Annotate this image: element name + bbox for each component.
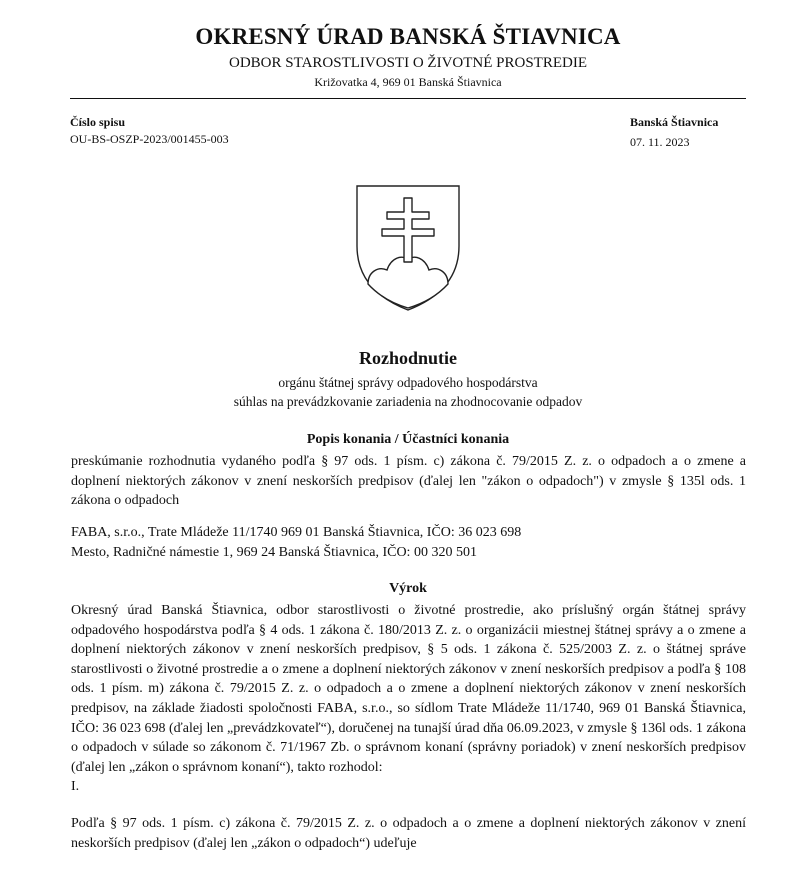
file-number-block	[70, 114, 229, 148]
letterhead	[70, 22, 746, 91]
decision-subtitle-line-1: orgánu štátnej správy odpadového hospodárstva	[278, 375, 538, 390]
file-number: OU-BS-OSZP-2023/001455-003	[70, 132, 229, 146]
place: Banská Štiavnica	[630, 115, 719, 129]
department-name: ODBOR STAROSTLIVOSTI O ŽIVOTNÉ PROSTREDIE	[229, 55, 587, 71]
office-name: OKRESNÝ ÚRAD BANSKÁ ŠTIAVNICA	[195, 24, 621, 49]
proceedings-heading: Popis konania / Účastníci konania	[306, 432, 510, 447]
verdict-heading: Výrok	[389, 581, 427, 596]
proceedings-description: preskúmanie rozhodnutia vydaného podľa § 97 ods. 1 písm. c) zákona č. 79/2015 Z. z. o odpadoch a o zmene a doplnení niektorých zákonov v znení neskorších predpisov (ďalej len "zákon o odpadoch") v zmysle § 135l ods. 1 zákona o odpadoch	[71, 454, 746, 509]
decision-title: Rozhodnutie	[358, 348, 457, 368]
participant-item: FABA, s.r.o., Trate Mládeže 11/1740 969 01 Banská Štiavnica, IČO: 36 023 698	[71, 525, 522, 540]
participants-list	[71, 523, 746, 562]
verdict-body: Okresný úrad Banská Štiavnica, odbor starostlivosti o životné prostredie, ako príslušný orgán štátnej správy odpadového hospodárstva podľa § 4 ods. 1 zákona č. 180/2013 Z. z. o organizácii miestnej štátnej správy a o zmene a doplnení niektorých zákonov v znení neskorších predpisov, § 5 ods. 1 zákona č. 525/2003 Z. z. o štátnej správe starostlivosti o životné prostredie a o zmene a doplnení niektorých zákonov v znení neskorších predpisov a podľa § 108 ods. 1 písm. m) zákona č. 79/2015 Z. z. o odpadoch a o zmene a doplnení niektorých zákonov v znení neskorších predpisov, na základe žiadosti spoločnosti FABA, s.r.o., so sídlom Trate Mládeže 11/1740, 969 01 Banská Štiavnica, IČO: 36 023 698 (ďalej len „prevádzkovateľ“), doručenej na tunajší úrad dňa 06.09.2023, v zmysle § 136l ods. 1 zákona o odpadoch v súlade so zákonom č. 71/1967 Zb. o správnom konaní (správny poriadok) v znení neskorších predpisov (ďalej len „zákon o správnom konaní“), takto rozhodol:	[71, 603, 746, 775]
file-number-label: Číslo spisu	[70, 115, 126, 129]
slovak-coat-of-arms-icon	[354, 184, 462, 312]
office-address: Križovatka 4, 969 01 Banská Štiavnica	[314, 75, 502, 89]
decision-subtitle-line-2: súhlas na prevádzkovanie zariadenia na zhodnocovanie odpadov	[233, 394, 583, 409]
header-divider	[70, 98, 746, 99]
section-number: I.	[71, 779, 80, 794]
participant-item: Mesto, Radničné námestie 1, 969 24 Banská Štiavnica, IČO: 00 320 501	[71, 544, 477, 560]
section-text: Podľa § 97 ods. 1 písm. c) zákona č. 79/2015 Z. z. o odpadoch a o zmene a doplnení niektorých zákonov v znení neskorších predpisov (ďalej len „zákon o odpadoch“) udeľuje	[71, 816, 746, 851]
decision-subtitle	[70, 373, 746, 411]
place-date-block	[630, 112, 718, 152]
date: 07. 11. 2023	[630, 135, 690, 149]
